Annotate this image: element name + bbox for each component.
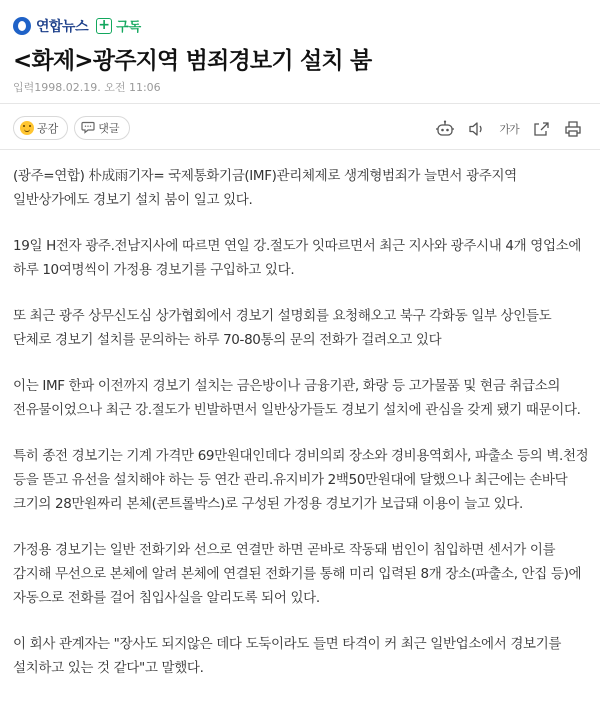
smile-emoji-icon [20,121,34,135]
article-paragraph: (광주=연합) 朴成雨기자= 국제통화기금(IMF)관리체제로 생계형범죄가 늘면서 광주지역 일반상가에도 경보기 설치 붐이 일고 있다. [13,168,517,208]
font-size-icon[interactable] [499,119,519,139]
top-bar [0,0,600,40]
article-title: <화제>광주지역 범죄경보기 설치 붐 [13,48,372,74]
robot-icon[interactable] [435,119,455,139]
article-paragraph: 이 회사 관계자는 "장사도 되지않은 데다 도둑이라도 들면 타격이 커 최근 일반업소에서 경보기를 설치하고 있는 것 같다"고 말했다. [13,636,562,676]
article-paragraph: 19일 H전자 광주.전남지사에 따르면 연일 강.절도가 잇따르면서 최근 지사와 광주시내 4개 영업소에 하루 10여명씩이 가정용 경보기를 구입하고 있다. [13,238,582,278]
brand-logo-icon [13,17,31,35]
subscribe-label: 구독 [116,20,142,35]
article-date: 입력1998.02.19. 오전 11:06 [13,81,161,94]
article-toolbar [423,119,583,139]
share-icon[interactable] [531,119,551,139]
speaker-icon[interactable] [467,119,487,139]
font-size-label: 가가 [499,123,519,136]
comment-label: 댓글 [98,122,120,135]
article-paragraph: 특히 종전 경보기는 기계 가격만 69만원대인데다 경비의뢰 장소와 경비용역회사, 파출소 등의 벽.천정 등을 뜯고 유선을 설치해야 하는 등 연간 관리.유지비가 2백50만원대에 달했으나 최근에는 손바닥 크기의 28만원짜리 본체(콘트롤박스)로 구성된 가정용 경보기가 보급돼 이용이 늘고 있다. [13,448,589,512]
reaction-label: 공감 [37,122,59,135]
print-icon[interactable] [563,119,583,139]
comment-bubble-icon [81,120,95,137]
article-paragraph: 가정용 경보기는 일반 전화기와 선으로 연결만 하면 곧바로 작동돼 범인이 침입하면 센서가 이를 감지해 무선으로 본체에 알려 본체에 연결된 전화기를 통해 미리 입력된 8개 장소(파출소, 안집 등)에 자동으로 전화를 걸어 침입사실을 알리도록 되어 있다. [13,542,582,606]
comment-button[interactable] [74,116,129,140]
toolbar-divider [0,149,600,150]
plus-icon: + [96,18,112,34]
article-paragraph: 이는 IMF 한파 이전까지 경보기 설치는 금은방이나 금융기관, 화랑 등 고가물품 및 현금 취급소의 전유물이었으나 최근 강.절도가 빈발하면서 일반상가들도 경보기 설치에 관심을 갖게 됐기 때문이다. [13,378,581,418]
brand-name: 연합뉴스 [36,18,89,35]
header-divider [0,103,600,104]
reaction-button[interactable] [13,116,68,140]
reaction-bar [13,116,136,140]
article-paragraph: 또 최근 광주 상무신도심 상가협회에서 경보기 설명회를 요청해오고 북구 각화동 일부 상인들도 단체로 경보기 설치를 문의하는 하루 70-80통의 문의 전화가 걸려오고 있다 [13,308,552,348]
subscribe-button[interactable] [96,16,141,35]
article-body [13,164,591,702]
brand-logo[interactable] [13,16,88,36]
